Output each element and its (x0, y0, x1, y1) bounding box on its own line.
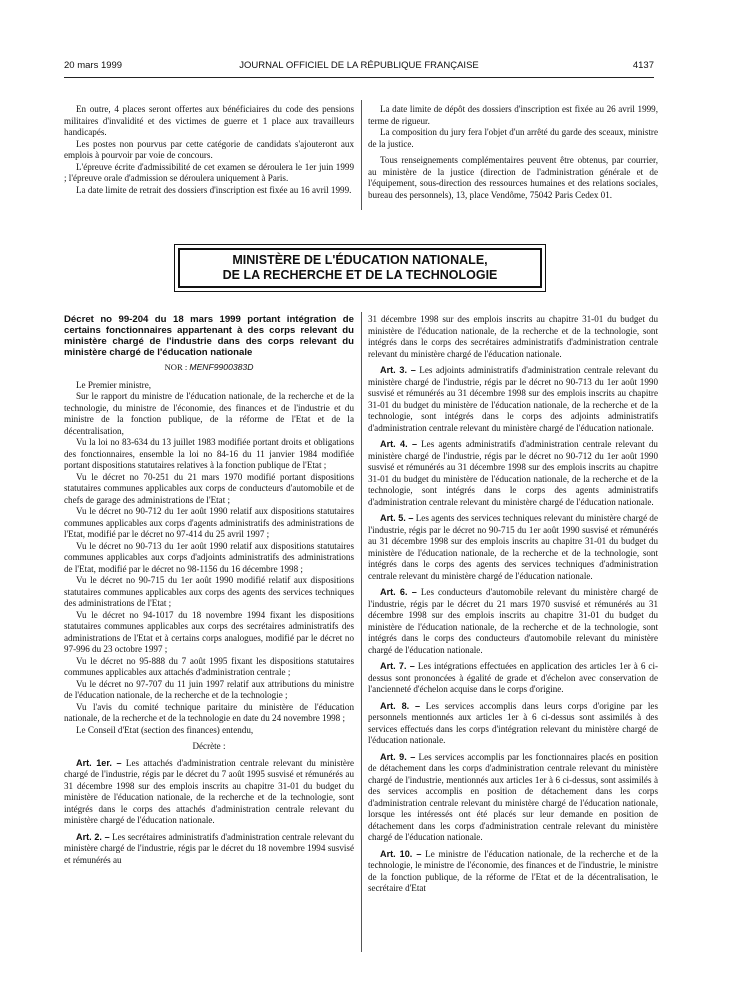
nor-reference (64, 362, 354, 374)
paragraph: Vu le décret no 90-712 du 1er août 1990 relatif aux dispositions statutaires communes applicables aux corps d'agents administratifs des administrations de l'Etat, modifié par le décret no 97-414 du 25 avril 1997 ; (64, 506, 354, 539)
article-label: Art. 4. – (380, 439, 418, 449)
article-label: Art. 9. – (380, 751, 416, 762)
article-label: Art. 2. – (76, 831, 110, 842)
article-label: Art. 7. – (380, 661, 415, 671)
nor-label: NOR : (164, 362, 188, 372)
paragraph: Vu le décret no 90-713 du 1er août 1990 relatif aux dispositions statutaires communes applicables aux corps d'adjoints administratifs des administrations de l'Etat, modifié par le décret no 98-1156 du 16 décembre 1998 ; (64, 540, 354, 574)
paragraph: L'épreuve écrite d'admissibilité de cet examen se déroulera le 1er juin 1999 ; l'épreuve orale d'admission se déroulera uniquement à Paris. (64, 161, 354, 183)
top-right-column (368, 104, 658, 201)
banner-line-1: MINISTÈRE DE L'ÉDUCATION NATIONALE, (232, 253, 488, 267)
article-label: Art. 8. – (380, 700, 421, 711)
paragraph: Vu l'avis du comité technique paritaire du ministère de l'éducation nationale, de la recherche et de la technologie en date du 24 novembre 1998 ; (64, 701, 354, 723)
article-text: Les secrétaires administratifs d'administration centrale relevant du ministère chargé de l'industrie, régis par le décret du 18 novembre 1994 susvisé et rémunérés au (64, 831, 355, 865)
article-text: Les services accomplis dans leurs corps d'origine par les personnels mentionnés aux articles 1er à 6 ci-dessus sont assimilés à des services effectués dans les corps d'intégration relevant du ministère chargé de l'éducation nationale. (368, 700, 658, 745)
page-header (64, 60, 654, 74)
paragraph: Les postes non pourvus par cette catégorie de candidats s'ajouteront aux emplois à pourvoir par voie de concours. (64, 138, 354, 160)
article-5 (368, 513, 658, 582)
decrete-heading: Décrète : (192, 741, 226, 751)
paragraph: Vu le décret no 70-251 du 21 mars 1970 modifié portant dispositions statutaires communes applicables aux corps de conducteurs d'automobile et de chefs de garage des administrations de l'Etat ; (64, 471, 354, 505)
article-1 (64, 758, 354, 827)
paragraph: Vu le décret no 97-707 du 11 juin 1997 relatif aux attributions du ministre de l'éducation nationale, de la recherche et de la technologie ; (64, 678, 354, 700)
article-text: Les agents administratifs d'administration centrale relevant du ministère chargé de l'industrie, régis par le décret no 90-712 du 1er août 1990 susvisé et rémunérés au 31 décembre 1998 sur des emplois inscrits au chapitre 31-01 du budget du ministère de l'éducation nationale, de la recherche et de la technologie, sont intégrés dans le corps des agents administratifs d'administration centrale relevant du ministère chargé de l'éducation nationale. (368, 439, 658, 507)
decree-right-column (368, 314, 658, 895)
paragraph: La date limite de retrait des dossiers d'inscription est fixée au 16 avril 1999. (76, 184, 352, 195)
banner-line-2: DE LA RECHERCHE ET DE LA TECHNOLOGIE (222, 268, 498, 282)
article-2 (64, 832, 354, 867)
article-10 (368, 849, 658, 895)
paragraph: La date limite de dépôt des dossiers d'inscription est fixée au 26 avril 1999, terme de rigueur. (368, 104, 658, 126)
paragraph: Vu le décret no 94-1017 du 18 novembre 1994 fixant les dispositions statutaires communes applicables aux corps des secrétaires administratifs des administrations de l'Etat et à certains corps analogues, modifié par le décret no 97-996 du 23 octobre 1997 ; (64, 609, 354, 654)
paragraph: Le Conseil d'Etat (section des finances) entendu, (76, 724, 254, 735)
top-left-column (64, 104, 354, 196)
column-divider (361, 312, 362, 952)
article-text: Les attachés d'administration centrale relevant du ministère chargé de l'industrie, régis par le décret du 7 août 1995 susvisé et rémunérés au 31 décembre 1998 sur des emplois inscrits au chapitre 31-01 du budget du ministère de l'éducation nationale, de la recherche et de la technologie, sont intégrés dans le corps des attachés d'administration centrale relevant du ministère chargé de l'éducation nationale. (64, 757, 355, 825)
article-label: Art. 6. – (380, 587, 417, 597)
column-divider (361, 100, 362, 210)
header-page-number: 4137 (632, 60, 654, 71)
header-rule (64, 77, 654, 78)
article-6 (368, 587, 658, 656)
article-text: Les adjoints administratifs d'administration centrale relevant du ministère chargé de l'industrie, régis par le décret no 90-713 du 1er août 1990 susvisé et rémunérés au 31 décembre 1998 sur des emplois inscrits au chapitre 31-01 du budget du ministère de l'éducation nationale, de la recherche et de la technologie, sont intégrés dans le corps des adjoints administratifs d'administration centrale relevant du ministère chargé de l'éducation nationale. (368, 365, 658, 433)
paragraph: Sur le rapport du ministre de l'éducation nationale, de la recherche et de la technologie, du ministre de l'économie, des finances et de l'industrie et du ministre de la fonction publique, de la réforme de l'Etat et de la décentralisation, (64, 391, 354, 436)
article-label: Art. 3. – (380, 365, 416, 375)
paragraph: Vu le décret no 90-715 du 1er août 1990 modifié relatif aux dispositions statutaires communes applicables aux corps des agents des services techniques des administrations de l'Etat ; (64, 575, 354, 608)
ministry-banner (174, 244, 546, 292)
article-text: Le ministre de l'éducation nationale, de la recherche et de la technologie, le ministre de l'économie, des finances et de l'industrie, le ministre de la fonction publique, de la réforme de l'Etat et de la décentralisation, le secrétaire d'Etat (368, 848, 659, 893)
header-date: 20 mars 1999 (64, 60, 123, 71)
paragraph: Vu la loi no 83-634 du 13 juillet 1983 modifiée portant droits et obligations des fonctionnaires, ensemble la loi no 84-16 du 11 janvier 1984 modifiée portant dispositions statutaires relatives à la fonction publique de l'Etat ; (64, 437, 354, 470)
article-9 (368, 752, 658, 844)
article-text: Les conducteurs d'automobile relevant du ministère chargé de l'industrie, régis par le décret du 21 mars 1970 susvisé et rémunérés au 31 décembre 1998 sur des emplois inscrits au chapitre 31-01 du budget du ministère de l'éducation nationale, de la recherche et de la technologie, sont intégrés dans le corps des conducteurs d'automobile relevant du ministère chargé de l'éducation nationale. (368, 587, 658, 655)
article-4 (368, 439, 658, 508)
article-text: Les agents des services techniques relevant du ministère chargé de l'industrie, régis par le décret no 90-715 du 1er août 1990 susvisé et rémunérés au 31 décembre 1998 sur des emplois inscrits au chapitre 31-01 du budget du ministère de l'éducation nationale, de la recherche et de la technologie, sont intégrés dans le corps des agents des services techniques d'administration centrale relevant du ministère chargé de l'éducation nationale. (368, 513, 658, 581)
paragraph: La composition du jury fera l'objet d'un arrêté du garde des sceaux, ministre de la justice. (368, 127, 658, 149)
nor-value: MENF9900383D (189, 362, 254, 372)
decree-title: Décret no 99-204 du 18 mars 1999 portant intégration de certains fonctionnaires appartenant à des corps relevant du ministère chargé de l'industrie dans des corps relevant du ministère chargé de l'éducation nationale (64, 314, 354, 358)
article-label: Art. 10. – (380, 848, 422, 859)
paragraph: Vu le décret no 95-888 du 7 août 1995 fixant les dispositions statutaires communes applicables aux attachés d'administration centrale ; (64, 655, 354, 677)
paragraph: En outre, 4 places seront offertes aux bénéficiaires du code des pensions militaires d'invalidité et des victimes de guerre et 1 place aux travailleurs handicapés. (64, 104, 354, 137)
paragraph: Le Premier ministre, (76, 379, 152, 390)
article-label: Art. 5. – (380, 513, 414, 523)
decree-left-column (64, 314, 354, 866)
article-3 (368, 365, 658, 434)
article-8 (368, 701, 658, 747)
article-label: Art. 1er. – (76, 757, 122, 768)
article-2-continued: 31 décembre 1998 sur des emplois inscrits au chapitre 31-01 du budget du ministère de l'éducation nationale, de la recherche et de la technologie, sont intégrés dans le corps des secrétaires administratifs d'administration centrale relevant du ministère chargé de l'éducation nationale. (368, 314, 658, 359)
article-7 (368, 661, 658, 696)
article-text: Les intégrations effectuées en application des articles 1er à 6 ci-dessus sont prononcées à égalité de grade et d'échelon avec conservation de l'ancienneté d'échelon acquise dans le corps d'origine. (368, 661, 658, 694)
header-journal-title: JOURNAL OFFICIEL DE LA RÉPUBLIQUE FRANÇAISE (239, 60, 479, 71)
article-text: Les services accomplis par les fonctionnaires placés en position de détachement dans les corps d'administration centrale relevant du ministère chargé de l'industrie, mentionnés aux articles 1er à 6 ci-dessus, sont assimilés à des services accomplis en position de détachement dans les corps d'administration centrale relevant du ministère chargé de l'éducation nationale, lorsque les intéressés ont été placés sur leur demande en position de détachement dans les corps d'administration centrale relevant du ministère chargé de l'éducation nationale. (368, 751, 658, 842)
paragraph: Tous renseignements complémentaires peuvent être obtenus, par courrier, au ministère de la justice (direction de l'administration générale et de l'équipement, sous-direction des ressources humaines et des relations sociales, bureau des personnels), 13, place Vendôme, 75042 Paris Cedex 01. (368, 155, 658, 200)
